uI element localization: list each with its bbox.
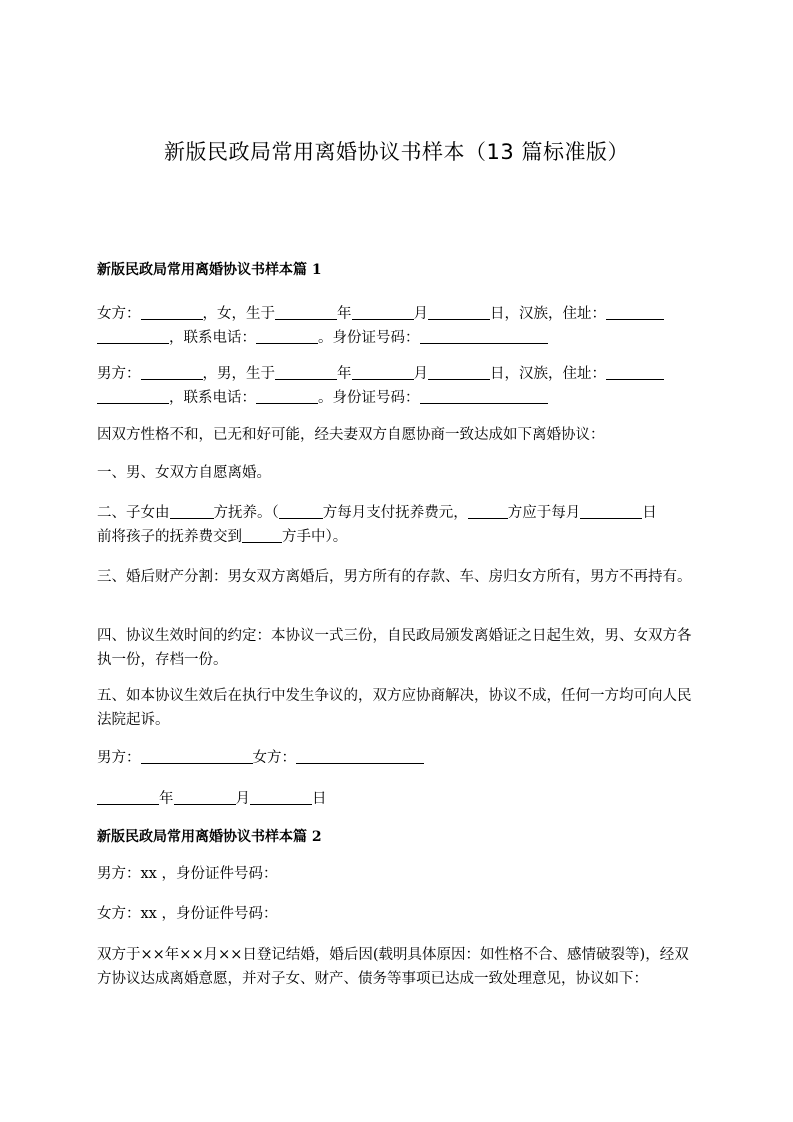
clause-2-text-a: 二、子女由 <box>97 505 170 521</box>
day-ethnicity-address-text: 日，汉族，住址： <box>490 366 606 382</box>
document-title: 新版民政局常用离婚协议书样本（13 篇标准版） <box>164 140 629 164</box>
husband-id-blank <box>420 388 548 404</box>
clause-4: 四、协议生效时间的约定：本协议一式三份，自民政局颁发离婚证之日起生效，男、女双方各执一份，存档一份。 <box>97 628 692 668</box>
section-2-husband: 男方：xx ，身份证件号码： <box>97 866 278 882</box>
husband-address-blank-2 <box>97 388 169 404</box>
husband-name-blank <box>141 364 203 380</box>
wife-name-blank <box>141 304 203 320</box>
clause-1: 一、男、女双方自愿离婚。 <box>97 465 271 481</box>
section-2-heading: 新版民政局常用离婚协议书样本篇 2 <box>97 829 322 845</box>
clause-2-line-2 <box>97 525 347 549</box>
section-2-intro: 双方于××年××月××日登记结婚，婚后因(载明具体原因：如性格不合、感情破裂等)，经双方协议达成离婚意愿，并对子女、财产、债务等事项已达成一致处理意见，协议如下： <box>97 947 689 987</box>
wife-signature-label: 女方： <box>252 750 296 766</box>
year-text: 年 <box>159 791 174 807</box>
custody-party-blank <box>170 503 214 519</box>
payer-party-blank-2 <box>468 503 508 519</box>
clause-2-text-f: 前将孩子的抚养费交到 <box>97 529 242 545</box>
section-2-wife: 女方：xx ，身份证件号码： <box>97 906 278 922</box>
clause-2-text-b: 方抚养。（ <box>213 505 279 521</box>
husband-signature-blank <box>141 748 253 764</box>
wife-signature-blank <box>296 748 424 764</box>
wife-birth-month-blank <box>352 304 414 320</box>
wife-phone-blank <box>256 328 318 344</box>
wife-info-line-1 <box>97 302 664 326</box>
month-text: 月 <box>235 791 250 807</box>
sign-year-blank <box>97 789 159 805</box>
wife-label: 女方： <box>97 306 141 322</box>
husband-phone-blank <box>256 388 318 404</box>
husband-birth-day-blank <box>428 364 490 380</box>
clause-2-text-c: 方每月支付抚养费元， <box>322 505 468 521</box>
wife-address-blank <box>606 304 664 320</box>
id-number-label: 。身份证号码： <box>318 390 420 406</box>
sign-month-blank <box>174 789 236 805</box>
clause-2-line-1 <box>97 501 657 525</box>
clause-5: 五、如本协议生效后在执行中发生争议的，双方应协商解决，协议不成，任何一方均可向人民法院起诉。 <box>97 688 692 728</box>
husband-birth-month-blank <box>352 364 414 380</box>
recipient-party-blank <box>242 527 282 543</box>
year-text: 年 <box>337 366 352 382</box>
signature-line <box>97 746 424 770</box>
payer-party-blank <box>279 503 323 519</box>
phone-label: ，联系电话： <box>169 390 256 406</box>
husband-info-line-2 <box>97 386 548 410</box>
id-number-label: 。身份证号码： <box>318 330 420 346</box>
husband-gender-born-text: ，男，生于 <box>202 366 275 382</box>
husband-label: 男方： <box>97 366 141 382</box>
signing-date-line <box>97 787 327 811</box>
husband-info-line-1 <box>97 362 664 386</box>
month-text: 月 <box>413 366 428 382</box>
husband-address-blank <box>606 364 664 380</box>
day-ethnicity-address-text: 日，汉族，住址： <box>490 306 606 322</box>
phone-label: ，联系电话： <box>169 330 256 346</box>
clause-2-text-g: 方手中）。 <box>282 529 348 545</box>
clause-2-text-d: 方应于每月 <box>507 505 581 521</box>
wife-address-blank-2 <box>97 328 169 344</box>
wife-birth-day-blank <box>428 304 490 320</box>
agreement-intro: 因双方性格不和，已无和好可能，经夫妻双方自愿协商一致达成如下离婚协议： <box>97 427 605 443</box>
wife-info-line-2 <box>97 326 548 350</box>
sign-day-blank <box>250 789 312 805</box>
year-text: 年 <box>337 306 352 322</box>
clause-2-text-e: 日 <box>642 505 657 521</box>
clause-3: 三、婚后财产分割：男女双方离婚后，男方所有的存款、车、房归女方所有，男方不再持有。 <box>97 569 692 585</box>
wife-birth-year-blank <box>275 304 337 320</box>
month-text: 月 <box>413 306 428 322</box>
section-1-heading: 新版民政局常用离婚协议书样本篇 1 <box>97 262 322 278</box>
wife-gender-born-text: ，女，生于 <box>202 306 275 322</box>
day-text: 日 <box>312 791 327 807</box>
wife-id-blank <box>420 328 548 344</box>
husband-birth-year-blank <box>275 364 337 380</box>
husband-signature-label: 男方： <box>97 750 141 766</box>
payment-day-blank <box>580 503 642 519</box>
